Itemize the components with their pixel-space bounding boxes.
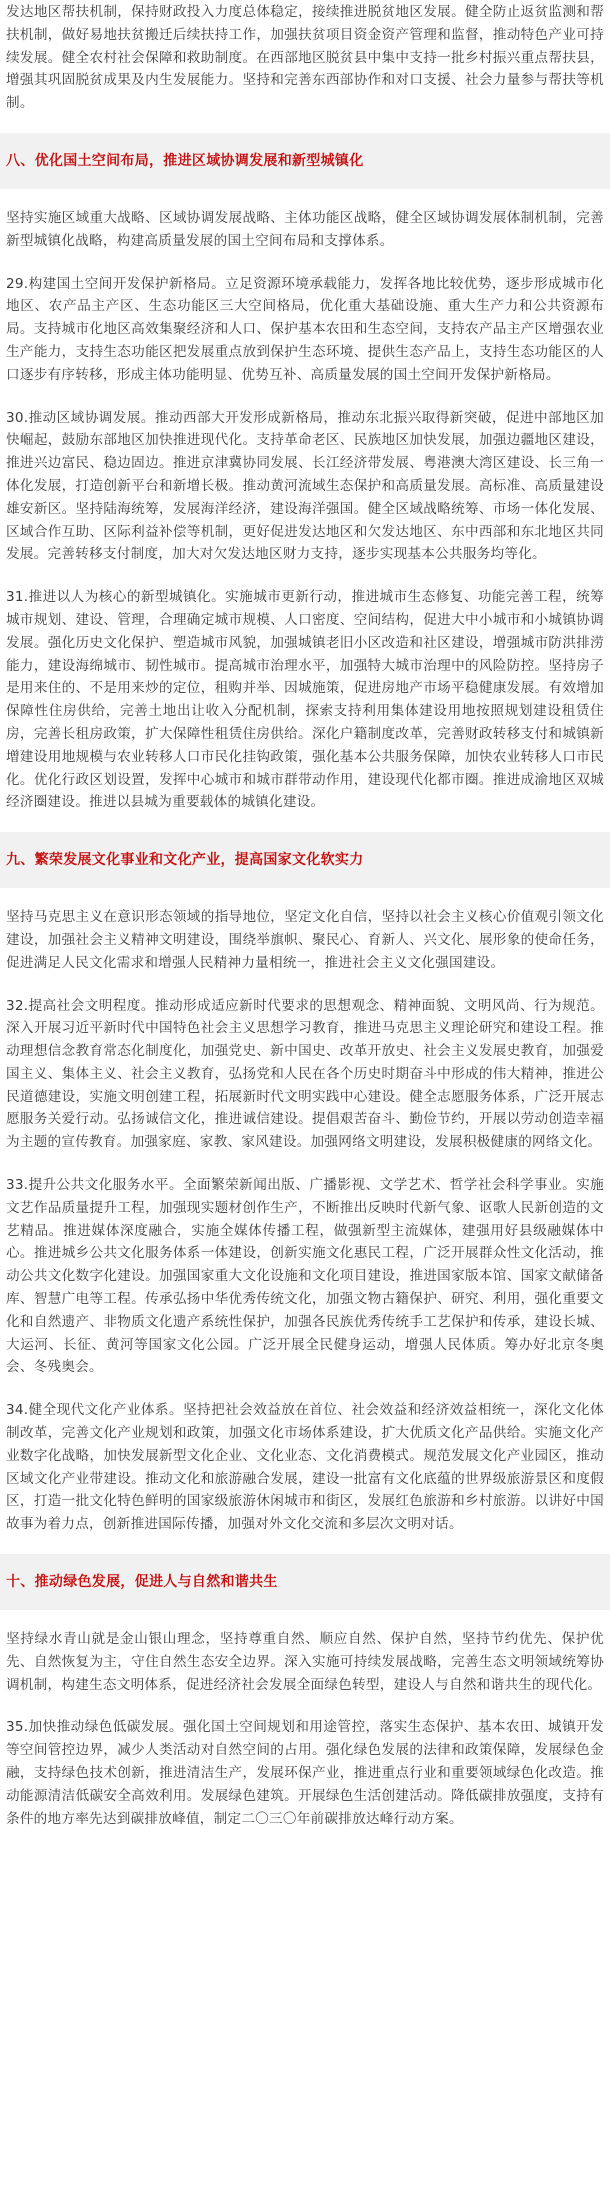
paragraph-item-32: 32.提高社会文明程度。推动形成适应新时代要求的思想观念、精神面貌、文明风尚、行为规范。深入开展习近平新时代中国特色社会主义思想学习教育，推进马克思主义理论研究和建设工程。推动理想信念教育常态化制度化，加强党史、新中国史、改革开放史、社会主义发展史教育，加强爱国主义、集体主义、社会主义教育，弘扬党和人民在各个历史时期奋斗中形成的伟大精神，推进公民道德建设，实施文明创建工程，拓展新时代文明实践中心建设。健全志愿服务体系，广泛开展志愿服务关爱行动。弘扬诚信文化，推进诚信建设。提倡艰苦奋斗、勤俭节约，开展以劳动创造幸福为主题的宣传教育。加强家庭、家教、家风建设。加强网络文明建设，发展积极健康的网络文化。 bbox=[6, 997, 604, 1151]
paragraph-poverty-support: 发达地区帮扶机制，保持财政投入力度总体稳定，接续推进脱贫地区发展。健全防止返贫监测和帮扶机制，做好易地扶贫搬迁后续扶持工作，加强扶贫项目资金资产管理和监督，推动特色产业可持续发展。健全农村社会保障和救助制度。在西部地区脱贫县中集中支持一批乡村振兴重点帮扶县，增强其巩固脱贫成果及内生发展能力。坚持和完善东西部协作和对口支援、社会力量参与帮扶等机制。 bbox=[6, 4, 604, 112]
paragraph-item-33: 33.提升公共文化服务水平。全面繁荣新闻出版、广播影视、文学艺术、哲学社会科学事业。实施文艺作品质量提升工程，加强现实题材创作生产，不断推出反映时代新气象、讴歌人民新创造的文艺精品。推进媒体深度融合，实施全媒体传播工程，做强新型主流媒体，建强用好县级融媒体中心。推进城乡公共文化服务体系一体建设，创新实施文化惠民工程，广泛开展群众性文化活动，推动公共文化数字化建设。加强国家重大文化设施和文化项目建设，推进国家版本馆、国家文献储备库、智慧广电等工程。传承弘扬中华优秀传统文化，加强文物古籍保护、研究、利用，强化重要文化和自然遗产、非物质文化遗产系统性保护，加强各民族优秀传统手工艺保护和传承，建设长城、大运河、长征、黄河等国家文化公园。广泛开展全民健身运动，增强人民体质。筹办好北京冬奥会、冬残奥会。 bbox=[6, 1177, 604, 1376]
paragraph-item-30: 30.推动区域协调发展。推动西部大开发形成新格局，推动东北振兴取得新突破，促进中部地区加快崛起，鼓励东部地区加快推进现代化。支持革命老区、民族地区加快发展，加强边疆地区建设，推进兴边富民、稳边固边。推进京津冀协同发展、长江经济带发展、粤港澳大湾区建设、长三角一体化发展，打造创新平台和新增长极。推动黄河流域生态保护和高质量发展。高标准、高质量建设雄安新区。坚持陆海统筹，发展海洋经济，建设海洋强国。健全区域战略统筹、市场一体化发展、区域合作互助、区际利益补偿等机制，更好促进发达地区和欠发达地区、东中西部和东北地区共同发展。完善转移支付制度，加大对欠发达地区财力支持，逐步实现基本公共服务均等化。 bbox=[6, 409, 604, 563]
section-heading-8: 八、优化国土空间布局，推进区域协调发展和新型城镇化 bbox=[0, 133, 610, 189]
paragraph-item-35: 35.加快推动绿色低碳发展。强化国土空间规划和用途管控，落实生态保护、基本农田、城镇开发等空间管控边界，减少人类活动对自然空间的占用。强化绿色发展的法律和政策保障，发展绿色金融，支持绿色技术创新，推进清洁生产，发展环保产业，推进重点行业和重要领域绿色化改造。推动能源清洁低碳安全高效利用。发展绿色建筑。开展绿色生活创建活动。降低碳排放强度，支持有条件的地方率先达到碳排放峰值，制定二〇三〇年前碳排放达峰行动方案。 bbox=[6, 1719, 604, 1827]
section-heading-9: 九、繁荣发展文化事业和文化产业，提高国家文化软实力 bbox=[0, 832, 610, 888]
paragraph-item-34: 34.健全现代文化产业体系。坚持把社会效益放在首位、社会效益和经济效益相统一，深化文化体制改革，完善文化产业规划和政策，加强文化市场体系建设，扩大优质文化产品供给。实施文化产业数字化战略，加快发展新型文化企业、文化业态、文化消费模式。规范发展文化产业园区，推动区域文化产业带建设。推动文化和旅游融合发展，建设一批富有文化底蕴的世界级旅游景区和度假区，打造一批文化特色鲜明的国家级旅游休闲城市和街区，发展红色旅游和乡村旅游。以讲好中国故事为着力点，创新推进国际传播，加强对外文化交流和多层次文明对话。 bbox=[6, 1402, 604, 1533]
section-heading-10: 十、推动绿色发展，促进人与自然和谐共生 bbox=[0, 1554, 610, 1610]
paragraph-section-8-intro: 坚持实施区域重大战略、区域协调发展战略、主体功能区战略，健全区域协调发展体制机制，完善新型城镇化战略，构建高质量发展的国土空间布局和支撑体系。 bbox=[6, 209, 604, 249]
paragraph-item-29: 29.构建国土空间开发保护新格局。立足资源环境承载能力，发挥各地比较优势，逐步形成城市化地区、农产品主产区、生态功能区三大空间格局，优化重大基础设施、重大生产力和公共资源布局。支持城市化地区高效集聚经济和人口、保护基本农田和生态空间，支持农产品主产区增强农业生产能力，支持生态功能区把发展重点放到保护生态环境、提供生态产品上，支持生态功能区的人口逐步有序转移，形成主体功能明显、优势互补、高质量发展的国土空间开发保护新格局。 bbox=[6, 275, 604, 383]
paragraph-section-10-intro: 坚持绿水青山就是金山银山理念，坚持尊重自然、顺应自然、保护自然，坚持节约优先、保护优先、自然恢复为主，守住自然生态安全边界。深入实施可持续发展战略，完善生态文明领域统筹协调机制，构建生态文明体系，促进经济社会发展全面绿色转型，建设人与自然和谐共生的现代化。 bbox=[6, 1631, 604, 1693]
paragraph-section-9-intro: 坚持马克思主义在意识形态领域的指导地位，坚定文化自信，坚持以社会主义核心价值观引领文化建设，加强社会主义精神文明建设，围绕举旗帜、聚民心、育新人、兴文化、展形象的使命任务，促进满足人民文化需求和增强人民精神力量相统一，推进社会主义文化强国建设。 bbox=[6, 909, 604, 971]
paragraph-item-31: 31.推进以人为核心的新型城镇化。实施城市更新行动，推进城市生态修复、功能完善工程，统筹城市规划、建设、管理，合理确定城市规模、人口密度、空间结构，促进大中小城市和小城镇协调发展。强化历史文化保护、塑造城市风貌，加强城镇老旧小区改造和社区建设，增强城市防洪排涝能力，建设海绵城市、韧性城市。提高城市治理水平，加强特大城市治理中的风险防控。坚持房子是用来住的、不是用来炒的定位，租购并举、因城施策，促进房地产市场平稳健康发展。有效增加保障性住房供给，完善土地出让收入分配机制，探索支持利用集体建设用地按照规划建设租赁住房，完善长租房政策，扩大保障性租赁住房供给。深化户籍制度改革，完善财政转移支付和城镇新增建设用地规模与农业转移人口市民化挂钩政策，强化基本公共服务保障，加快农业转移人口市民化。优化行政区划设置，发挥中心城市和城市群带动作用，建设现代化都市圈。推进成渝地区双城经济圈建设。推进以县城为重要载体的城镇化建设。 bbox=[6, 589, 604, 811]
